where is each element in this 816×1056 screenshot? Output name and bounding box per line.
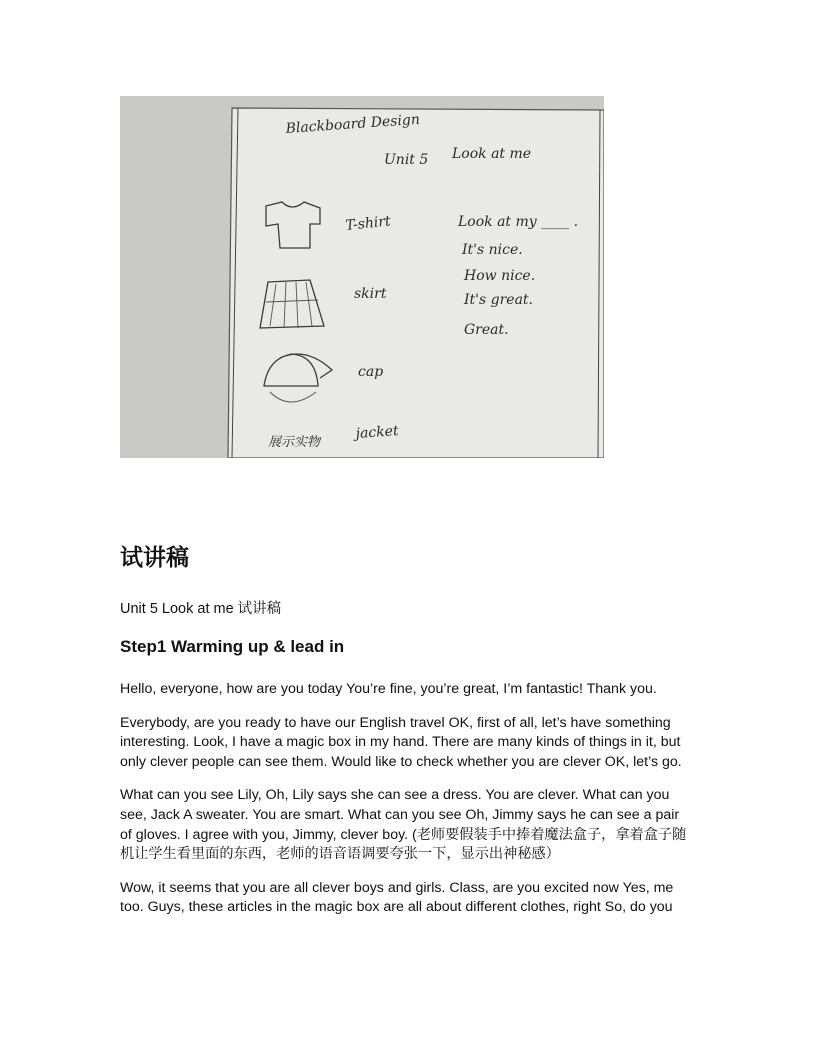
lesson-script-body bbox=[120, 680, 694, 932]
display-items-note: 展示实物 bbox=[268, 435, 321, 450]
blackboard-design-photo bbox=[120, 96, 604, 458]
item-label: skirt bbox=[354, 286, 387, 302]
phrase-line: It's nice. bbox=[462, 242, 523, 258]
blackboard-title: Blackboard Design bbox=[285, 111, 421, 137]
unit-label: Unit 5 bbox=[384, 152, 429, 168]
item-label: cap bbox=[358, 364, 384, 380]
phrase-line: Look at my ____ . bbox=[458, 214, 579, 230]
lesson-subtitle: Unit 5 Look at me 试讲稿 bbox=[120, 601, 282, 617]
item-label: T-shirt bbox=[344, 213, 392, 234]
paragraph: Everybody, are you ready to have our English travel OK, first of all, let’s have something interesting. Look, I have a magic box in my hand. There are many kinds of things in it, but only clever people can see them. Would like to check whether you are clever OK, let’s go. bbox=[120, 714, 682, 770]
paragraph: Hello, everyone, how are you today You’re fine, you’re great, I’m fantastic! Thank you. bbox=[120, 681, 657, 697]
phrase-line: Great. bbox=[464, 322, 509, 338]
paragraph: What can you see Lily, Oh, Lily says she can see a dress. You are clever. What can you see, Jack A sweater. You are smart. What can you see Oh, Jimmy says he can see a pair of gloves. I agree with you, Jimmy, clever boy. (老师要假装手中捧着魔法盒子，拿着盒子随机让学生看里面的东西，老师的语音语调要夸张一下，显示出神秘感） bbox=[120, 787, 687, 863]
phrase-line: It's great. bbox=[464, 292, 534, 308]
page-heading: 试讲稿 bbox=[120, 545, 189, 571]
phrase-line: How nice. bbox=[464, 268, 536, 284]
topic-label: Look at me bbox=[452, 146, 532, 162]
paragraph: Wow, it seems that you are all clever boys and girls. Class, are you excited now Yes, me too. Guys, these articles in the magic box are all about different clothes, right So, do you bbox=[120, 879, 674, 916]
step1-heading: Step1 Warming up & lead in bbox=[120, 637, 345, 656]
blackboard-sketch bbox=[120, 96, 604, 458]
item-label: jacket bbox=[355, 423, 400, 442]
